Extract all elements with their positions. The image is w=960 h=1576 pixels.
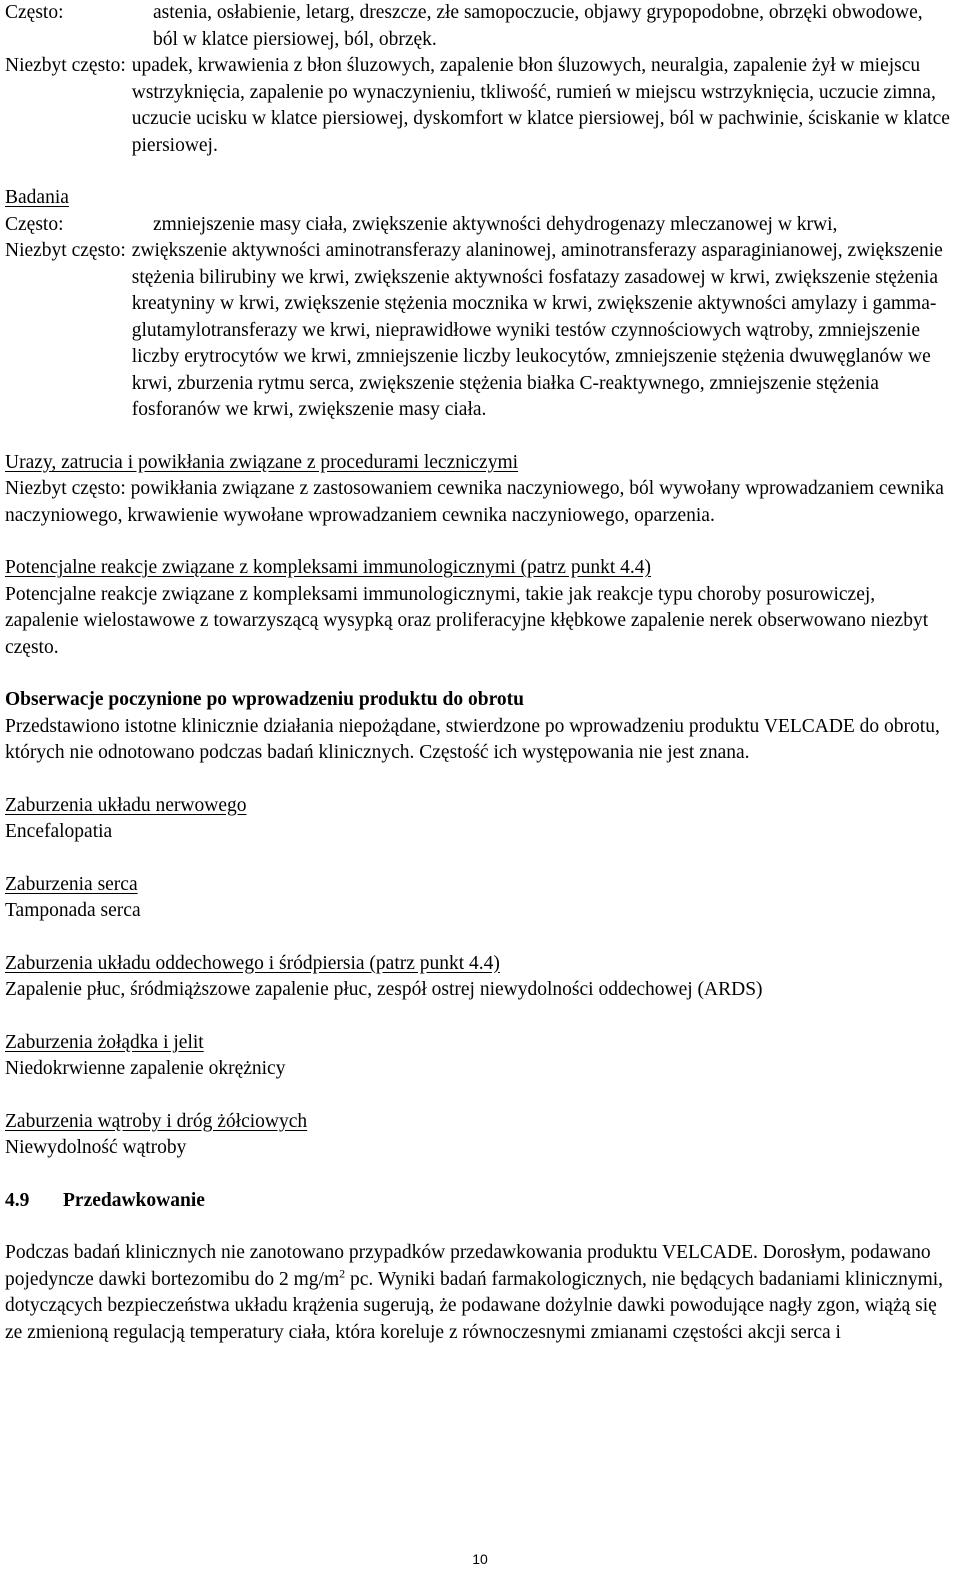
document-page bbox=[5, 0, 950, 1346]
section-heading-badania: Badania bbox=[5, 187, 69, 208]
superscript: 2 bbox=[339, 1266, 346, 1280]
frequency-text: upadek, krwawienia z błon śluzowych, zapalenie błon śluzowych, neuralgia, zapalenie żył w miejscu wstrzyknięcia, zapalenie po wynaczynieniu, tkliwość, rumień w miejscu wstrzyknięcia, uczucie zimna, uczucie ucisku w klatce piersiowej, dyskomfort w klatce piersiowej, ból w pachwinie, ściskanie w klatce piersiowej. bbox=[131, 55, 950, 156]
section-heading-zoladek: Zaburzenia żołądka i jelit bbox=[5, 1031, 204, 1053]
section-heading-watroba: Zaburzenia wątroby i dróg żółciowych bbox=[5, 1110, 308, 1132]
section-title: Przedawkowanie bbox=[63, 1189, 205, 1211]
frequency-label: Niezbyt często: bbox=[5, 240, 126, 261]
section-heading-przedawkowanie bbox=[5, 1188, 950, 1215]
section-text-potencjalne: Potencjalne reakcje związane z kompleksami immunologicznymi, takie jak reakcje typu choroby posurowiczej, zapalenie wielostawowe z towarzyszącą wysypką oraz proliferacyjne kłębkowe zapalenie nerek obserwowano niezbyt często. bbox=[5, 583, 929, 658]
frequency-row-czesto bbox=[5, 0, 950, 53]
frequency-label: Niezbyt często: bbox=[5, 55, 126, 76]
section-heading-oddechowy: Zaburzenia układu oddechowego i śródpiersia (patrz punkt 4.4) bbox=[5, 952, 500, 974]
frequency-text: zwiększenie aktywności aminotransferazy alaninowej, aminotransferazy asparaginianowej, zwiększenie stężenia bilirubiny we krwi, zwiększenie aktywności fosfatazy zasadowej w krwi, zwiększenie stężenia kreatyniny w krwi, zwiększenie stężenia mocznika w krwi, zwiększenie aktywności amylazy i gamma-glutamylotransferazy we krwi, nieprawidłowe wyniki testów czynnościowych wątroby, zmniejszenie liczby erytrocytów we krwi, zmniejszenie liczby leukocytów, zmniejszenie stężenia dwuwęglanów we krwi, zburzenia rytmu serca, zwiększenie stężenia białka C-reaktywnego, zmniejszenie stężenia fosforanów we krwi, zwiększenie masy ciała. bbox=[131, 240, 943, 420]
section-text-serce: Tamponada serca bbox=[5, 900, 141, 921]
section-text-watroba: Niewydolność wątroby bbox=[5, 1137, 187, 1158]
frequency-label: Często: bbox=[5, 213, 64, 235]
section-text-urazy: Niezbyt często: powikłania związane z zastosowaniem cewnika naczyniowego, ból wywołany wprowadzaniem cewnika naczyniowego, krwawienie wywołane wprowadzaniem cewnika naczyniowego, oparzenia. bbox=[5, 478, 944, 526]
section-text-zoladek: Niedokrwienne zapalenie okrężnicy bbox=[5, 1058, 286, 1079]
section-text-obserwacje: Przedstawiono istotne klinicznie działania niepożądane, stwierdzone po wprowadzeniu produktu VELCADE do obrotu, których nie odnotowano podczas badań klinicznych. Częstość ich występowania nie jest znana. bbox=[5, 715, 940, 763]
section-heading-urazy: Urazy, zatrucia i powikłania związane z procedurami leczniczymi bbox=[5, 451, 519, 473]
frequency-text: zmniejszenie masy ciała, zwiększenie aktywności dehydrogenazy mleczanowej w krwi, bbox=[153, 213, 838, 235]
frequency-row-niezbyt-czesto bbox=[5, 53, 950, 159]
section-heading-nerwowy: Zaburzenia układu nerwowego bbox=[5, 794, 247, 816]
frequency-text: astenia, osłabienie, letarg, dreszcze, złe samopoczucie, objawy grypopodobne, obrzęki obwodowe, ból w klatce piersiowej, ból, obrzęk. bbox=[153, 2, 923, 50]
frequency-row-niezbyt-czesto bbox=[5, 238, 950, 424]
frequency-label: Często: bbox=[5, 2, 64, 23]
section-number: 4.9 bbox=[5, 1189, 30, 1211]
section-text-przedawkowanie bbox=[5, 1240, 950, 1346]
section-text-nerwowy: Encefalopatia bbox=[5, 821, 113, 842]
section-heading-serce: Zaburzenia serca bbox=[5, 873, 138, 895]
page-number: 10 bbox=[472, 1551, 488, 1567]
section-heading-potencjalne: Potencjalne reakcje związane z kompleksami immunologicznymi (patrz punkt 4.4) bbox=[5, 557, 651, 578]
text-part: pc. Wyniki badań farmakologicznych, nie będących badaniami klinicznymi, dotyczących bezpieczeństwa układu krążenia sugerują, że podawane dożylnie dawki powodujące nagły zgon, wiążą się ze zmienioną regulacją temperatury ciała, która koreluje z równoczesnymi zmianami częstości akcji serca i bbox=[5, 1268, 944, 1343]
section-heading-obserwacje: Obserwacje poczynione po wprowadzeniu produktu do obrotu bbox=[5, 689, 524, 710]
section-text-oddechowy: Zapalenie płuc, śródmiąższowe zapalenie płuc, zespół ostrej niewydolności oddechowej (ARDS) bbox=[5, 979, 763, 1000]
frequency-row-czesto bbox=[5, 212, 950, 239]
text-part: Podczas badań klinicznych nie zanotowano przypadków przedawkowania produktu VELCADE. Dorosłym, podawano pojedyncze dawki bortezomibu do 2 mg/m bbox=[5, 1242, 931, 1290]
